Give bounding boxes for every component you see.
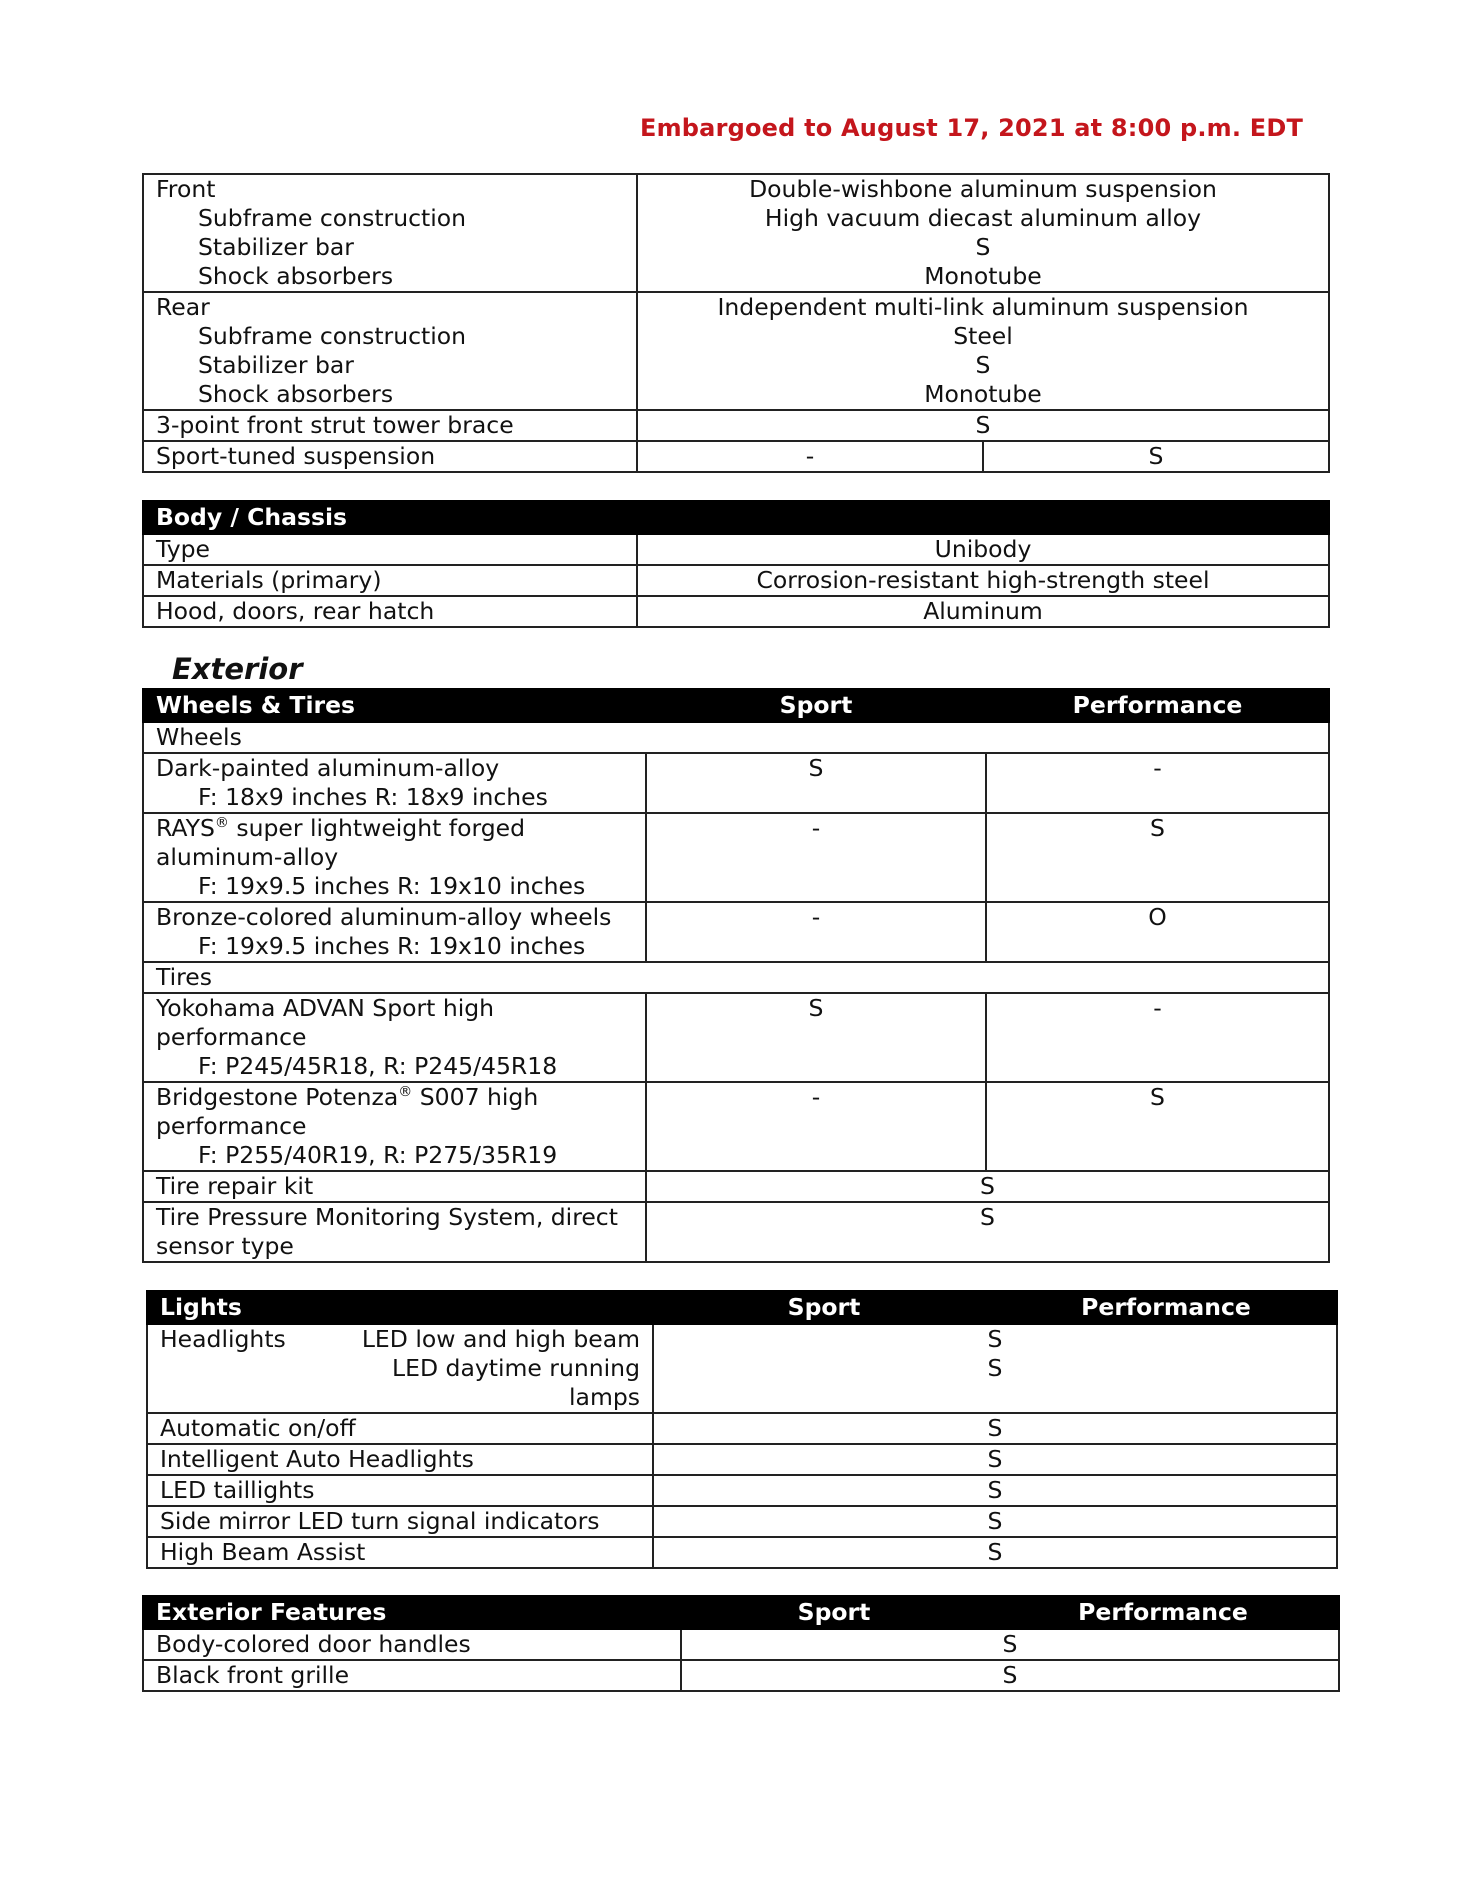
table-row: 3-point front strut tower brace S — [143, 410, 1329, 441]
body-chassis-table — [142, 500, 1330, 628]
embargo-notice: Embargoed to August 17, 2021 at 8:00 p.m. EDT — [640, 114, 1304, 142]
table-row: Materials (primary) Corrosion-resistant high-strength steel — [143, 565, 1329, 596]
table-row: Bronze-colored aluminum-alloy wheels F: 19x9.5 inches R: 19x10 inches - O — [143, 902, 1329, 962]
table-row: Headlights LED low and high beam LED daytime running lamps S S — [147, 1324, 1337, 1413]
section-title-exterior: Exterior — [172, 652, 303, 686]
table-row: Yokohama ADVAN Sport high performance F: P245/45R18, R: P245/45R18 S - — [143, 993, 1329, 1082]
table-header: Lights Sport Performance — [147, 1291, 1337, 1324]
table-row: RAYS® super lightweight forged aluminum-alloy F: 19x9.5 inches R: 19x10 inches - S — [143, 813, 1329, 902]
table-row: Bridgestone Potenza® S007 high performance F: P255/40R19, R: P275/35R19 - S — [143, 1082, 1329, 1171]
exterior-features-table — [142, 1595, 1340, 1692]
table-row: Intelligent Auto Headlights S — [147, 1444, 1337, 1475]
table-row: Automatic on/off S — [147, 1413, 1337, 1444]
table-row: Side mirror LED turn signal indicators S — [147, 1506, 1337, 1537]
table-row: Tires — [143, 962, 1329, 993]
table-row: High Beam Assist S — [147, 1537, 1337, 1568]
lights-table — [146, 1290, 1338, 1569]
table-row: Hood, doors, rear hatch Aluminum — [143, 596, 1329, 627]
suspension-table — [142, 173, 1330, 473]
wheels-tires-table — [142, 688, 1330, 1263]
table-row: Front Subframe construction Stabilizer bar Shock absorbers Double-wishbone aluminum suspension High vacuum diecast aluminum alloy S Monotube — [143, 174, 1329, 292]
table-row: Sport-tuned suspension - S — [143, 441, 1329, 472]
table-row: Tire Pressure Monitoring System, direct sensor type S — [143, 1202, 1329, 1262]
table-row: Tire repair kit S — [143, 1171, 1329, 1202]
table-header: Exterior Features Sport Performance — [143, 1596, 1339, 1629]
table-row: LED taillights S — [147, 1475, 1337, 1506]
table-header: Body / Chassis — [143, 501, 1329, 534]
table-row: Rear Subframe construction Stabilizer bar Shock absorbers Independent multi-link aluminum suspension Steel S Monotube — [143, 292, 1329, 410]
table-row: Black front grille S — [143, 1660, 1339, 1691]
table-row: Dark-painted aluminum-alloy F: 18x9 inches R: 18x9 inches S - — [143, 753, 1329, 813]
table-row: Body-colored door handles S — [143, 1629, 1339, 1660]
table-row: Type Unibody — [143, 534, 1329, 565]
table-header: Wheels & Tires Sport Performance — [143, 689, 1329, 722]
table-row: Wheels — [143, 722, 1329, 753]
